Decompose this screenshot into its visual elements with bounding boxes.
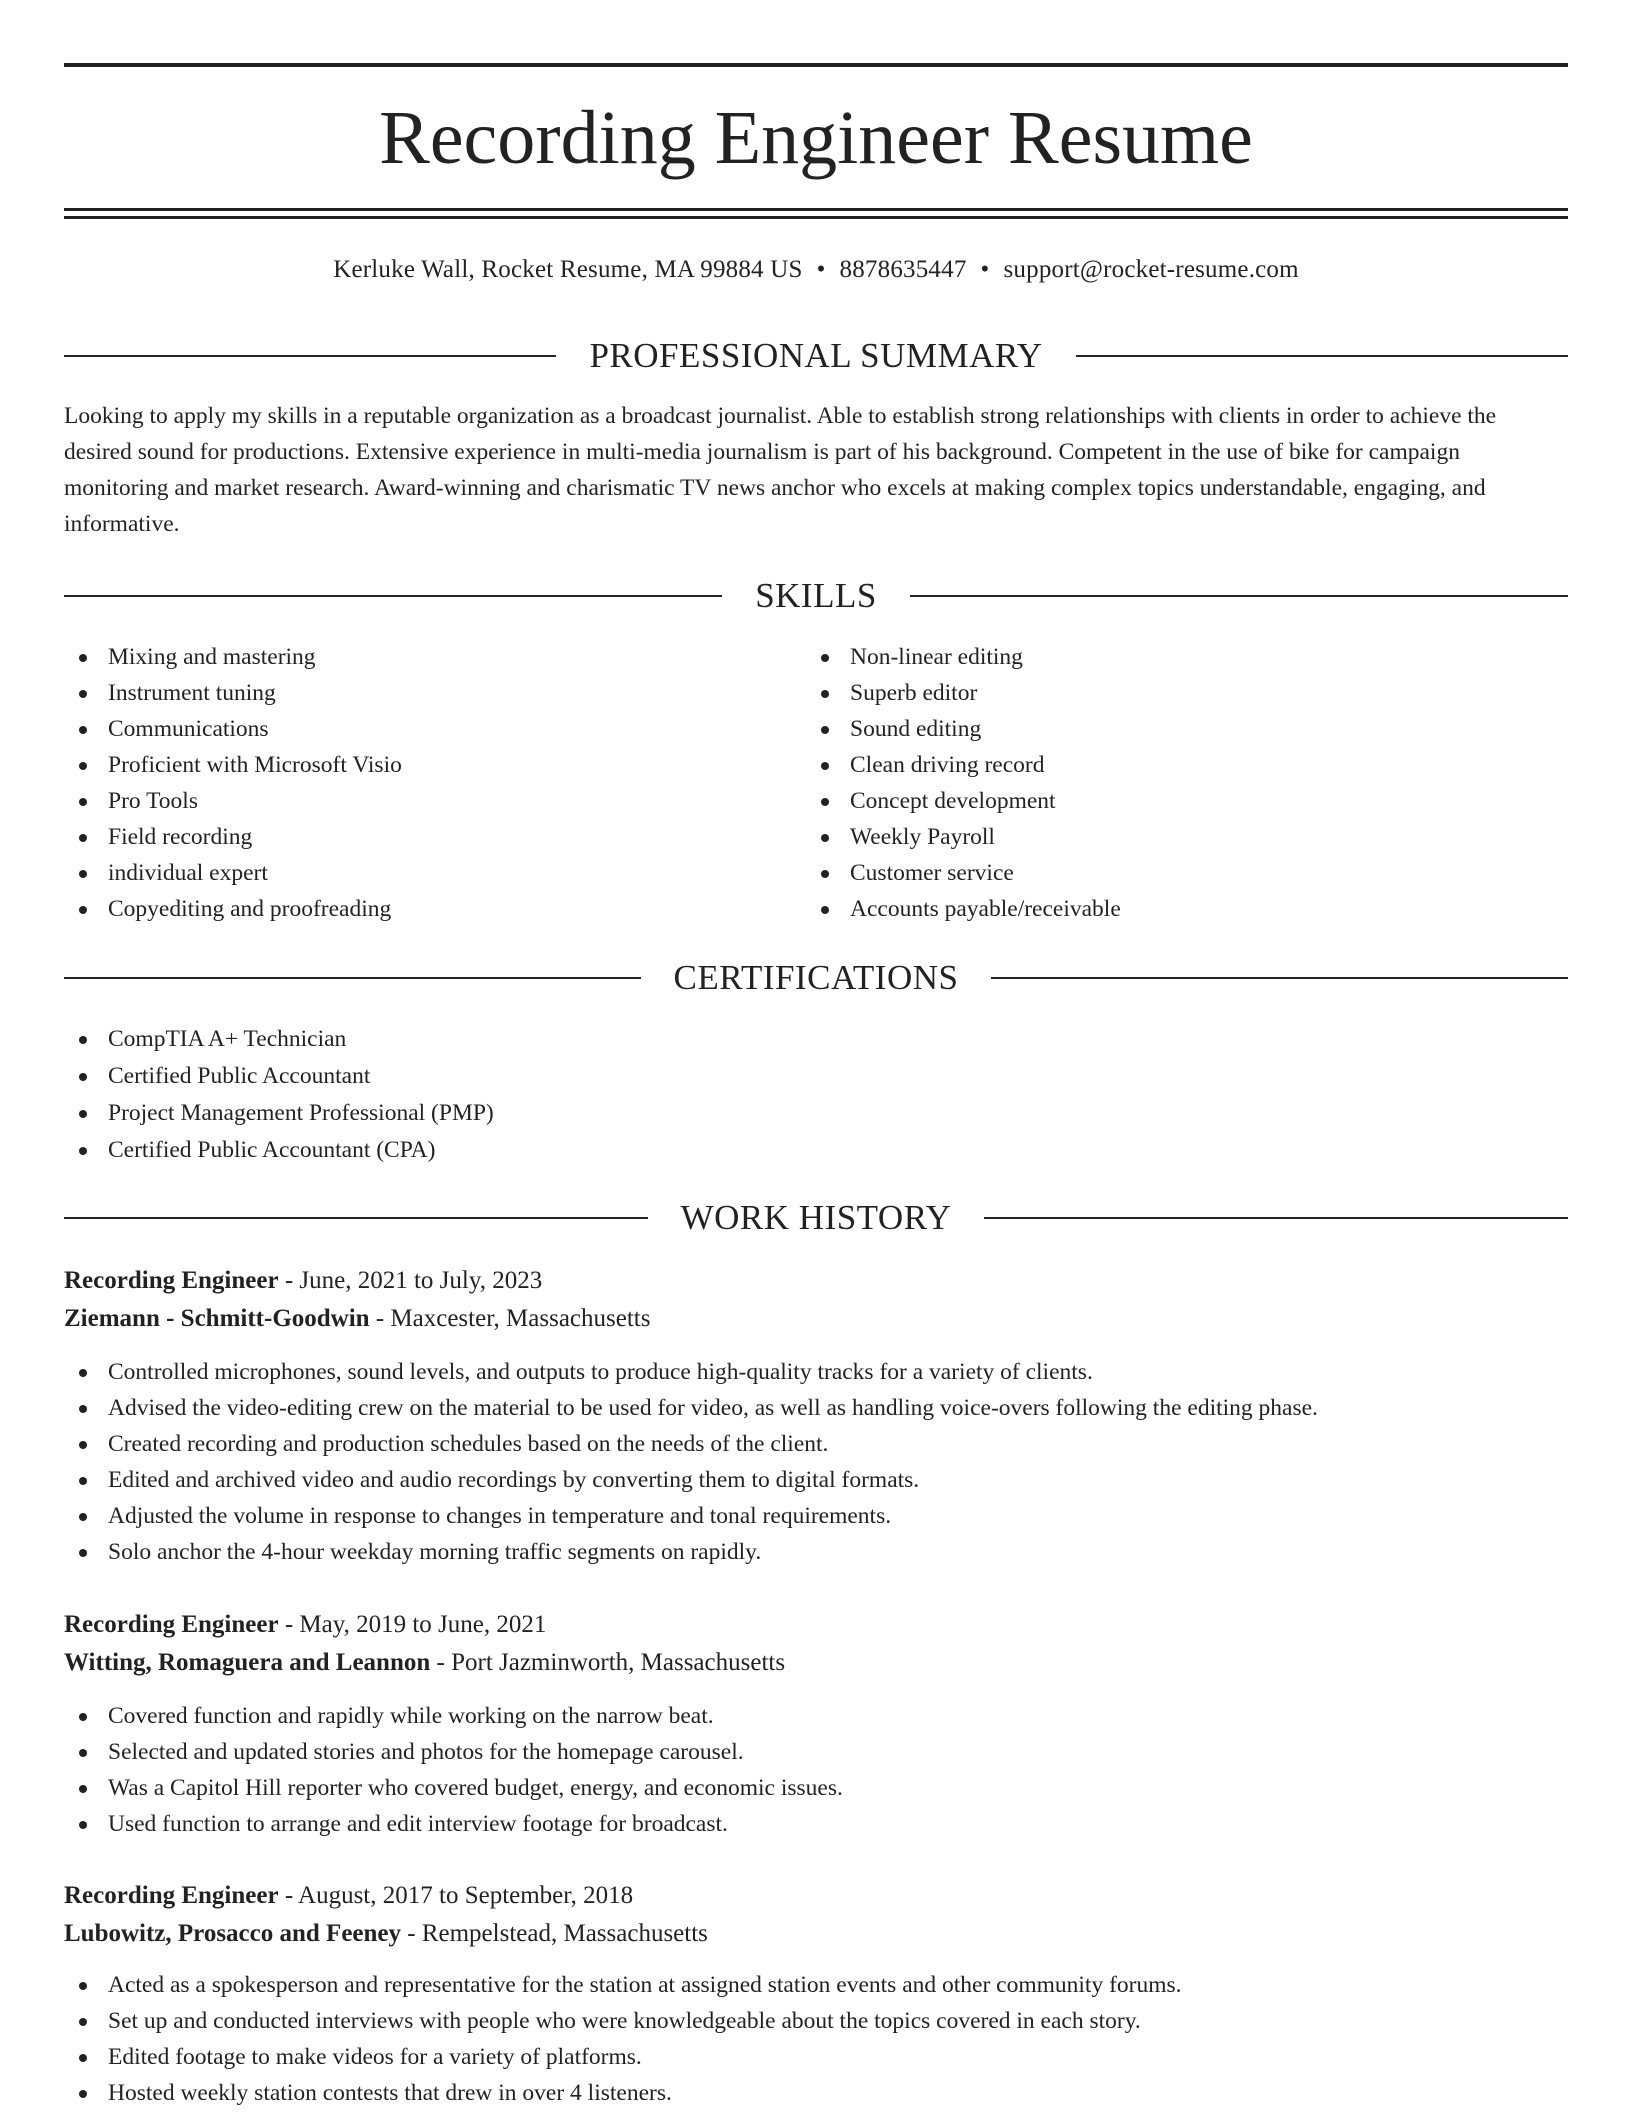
job-company-line bbox=[64, 1300, 1568, 1338]
job-bullet: Solo anchor the 4-hour weekday morning traffic segments on rapidly. bbox=[64, 1534, 1568, 1570]
job-bullet: Set up and conducted interviews with people who were knowledgeable about the topics covered in each story. bbox=[64, 2003, 1568, 2039]
skill-item: Instrument tuning bbox=[64, 675, 764, 711]
skill-item: Accounts payable/receivable bbox=[806, 891, 1506, 927]
skills-list-left bbox=[64, 639, 764, 927]
job-company: Ziemann - Schmitt-Goodwin bbox=[64, 1305, 370, 1332]
title-double-rule-lower bbox=[64, 216, 1568, 219]
heading-rule-right bbox=[984, 1217, 1568, 1219]
job-role: Recording Engineer bbox=[64, 1267, 279, 1294]
certification-item: Project Management Professional (PMP) bbox=[64, 1095, 1568, 1132]
skill-item: Field recording bbox=[64, 819, 764, 855]
job-bullets bbox=[64, 1967, 1568, 2111]
heading-rule-right bbox=[1076, 355, 1568, 357]
job-bullet: Selected and updated stories and photos for the homepage carousel. bbox=[64, 1734, 1568, 1770]
skill-item: Non-linear editing bbox=[806, 639, 1506, 675]
skill-item: Communications bbox=[64, 711, 764, 747]
heading-rule-left bbox=[64, 977, 641, 979]
job-bullet: Was a Capitol Hill reporter who covered budget, energy, and economic issues. bbox=[64, 1770, 1568, 1806]
job-bullet: Edited footage to make videos for a variety of platforms. bbox=[64, 2039, 1568, 2075]
job-bullet: Created recording and production schedules based on the needs of the client. bbox=[64, 1426, 1568, 1462]
job-company-line bbox=[64, 1644, 1568, 1682]
job-bullet: Adjusted the volume in response to changes in temperature and tonal requirements. bbox=[64, 1498, 1568, 1534]
title-double-rule-upper bbox=[64, 208, 1568, 211]
job-location: - Maxcester, Massachusetts bbox=[375, 1305, 651, 1332]
skill-item: Sound editing bbox=[806, 711, 1506, 747]
skill-item: Weekly Payroll bbox=[806, 819, 1506, 855]
job-dates: - May, 2019 to June, 2021 bbox=[284, 1611, 547, 1638]
job-bullet: Hosted weekly station contests that drew in over 4 listeners. bbox=[64, 2075, 1568, 2111]
job-dates: - August, 2017 to September, 2018 bbox=[284, 1882, 634, 1909]
skills-section-heading bbox=[64, 574, 1568, 618]
skill-item: Copyediting and proofreading bbox=[64, 891, 764, 927]
heading-rule-left bbox=[64, 1217, 648, 1219]
job-bullets bbox=[64, 1354, 1568, 1570]
job-bullet: Acted as a spokesperson and representative for the station at assigned station events and other community forums. bbox=[64, 1967, 1568, 2003]
heading-rule-left bbox=[64, 595, 722, 597]
contact-separator: • bbox=[816, 256, 826, 283]
job-bullet: Controlled microphones, sound levels, and outputs to produce high-quality tracks for a variety of clients. bbox=[64, 1354, 1568, 1390]
certification-item: Certified Public Accountant bbox=[64, 1058, 1568, 1095]
heading-rule-right bbox=[991, 977, 1568, 979]
work-history-heading-label: WORK HISTORY bbox=[680, 1198, 952, 1237]
job-location: - Port Jazminworth, Massachusetts bbox=[436, 1649, 786, 1676]
skills-heading-label: SKILLS bbox=[755, 576, 877, 615]
job-entry bbox=[64, 1262, 1568, 1570]
job-role: Recording Engineer bbox=[64, 1882, 279, 1909]
skill-item: Pro Tools bbox=[64, 783, 764, 819]
work-history-section-heading bbox=[64, 1196, 1568, 1240]
job-bullet: Edited and archived video and audio recordings by converting them to digital formats. bbox=[64, 1462, 1568, 1498]
job-bullet: Used function to arrange and edit interview footage for broadcast. bbox=[64, 1806, 1568, 1842]
contact-address: Kerluke Wall, Rocket Resume, MA 99884 US bbox=[333, 256, 803, 283]
job-location: - Rempelstead, Massachusetts bbox=[407, 1920, 708, 1947]
job-bullet: Covered function and rapidly while working on the narrow beat. bbox=[64, 1698, 1568, 1734]
contact-phone: 8878635447 bbox=[839, 256, 967, 283]
certification-item: CompTIA A+ Technician bbox=[64, 1021, 1568, 1058]
heading-rule-left bbox=[64, 355, 556, 357]
job-company: Witting, Romaguera and Leannon bbox=[64, 1649, 431, 1676]
job-entry bbox=[64, 1877, 1568, 2111]
contact-line bbox=[64, 252, 1568, 288]
job-entry bbox=[64, 1606, 1568, 1842]
contact-separator: • bbox=[980, 256, 990, 283]
job-role: Recording Engineer bbox=[64, 1611, 279, 1638]
certifications-section-heading bbox=[64, 956, 1568, 1000]
job-bullets bbox=[64, 1698, 1568, 1842]
skill-item: Customer service bbox=[806, 855, 1506, 891]
job-title-line bbox=[64, 1262, 1568, 1300]
resume-title: Recording Engineer Resume bbox=[379, 96, 1253, 180]
summary-text: Looking to apply my skills in a reputable organization as a broadcast journalist. Able to establish strong relationships with clients in order to achieve the desired sound for productions. Extensive experience in multi-media journalism is part of his background. Competent in the use of bike for campaign monitoring and market research. Award-winning and charismatic TV news anchor who excels at making complex topics understandable, engaging, and informative. bbox=[64, 403, 1497, 537]
skill-item: Clean driving record bbox=[806, 747, 1506, 783]
certifications-heading-label: CERTIFICATIONS bbox=[673, 958, 959, 997]
job-bullet: Advised the video-editing crew on the material to be used for video, as well as handling voice-overs following the editing phase. bbox=[64, 1390, 1568, 1426]
summary-section-heading bbox=[64, 334, 1568, 378]
heading-rule-right bbox=[910, 595, 1568, 597]
job-title-line bbox=[64, 1606, 1568, 1644]
certification-item: Certified Public Accountant (CPA) bbox=[64, 1132, 1568, 1169]
contact-email: support@rocket-resume.com bbox=[1003, 256, 1299, 283]
job-title-line bbox=[64, 1877, 1568, 1915]
job-company: Lubowitz, Prosacco and Feeney bbox=[64, 1920, 402, 1947]
skills-list-right bbox=[806, 639, 1506, 927]
skill-item: individual expert bbox=[64, 855, 764, 891]
top-rule bbox=[64, 63, 1568, 67]
summary-heading-label: PROFESSIONAL SUMMARY bbox=[589, 336, 1043, 375]
certifications-list bbox=[64, 1021, 1568, 1169]
skill-item: Proficient with Microsoft Visio bbox=[64, 747, 764, 783]
job-dates: - June, 2021 to July, 2023 bbox=[284, 1267, 543, 1294]
skill-item: Concept development bbox=[806, 783, 1506, 819]
skill-item: Superb editor bbox=[806, 675, 1506, 711]
skill-item: Mixing and mastering bbox=[64, 639, 764, 675]
job-company-line bbox=[64, 1915, 1568, 1953]
